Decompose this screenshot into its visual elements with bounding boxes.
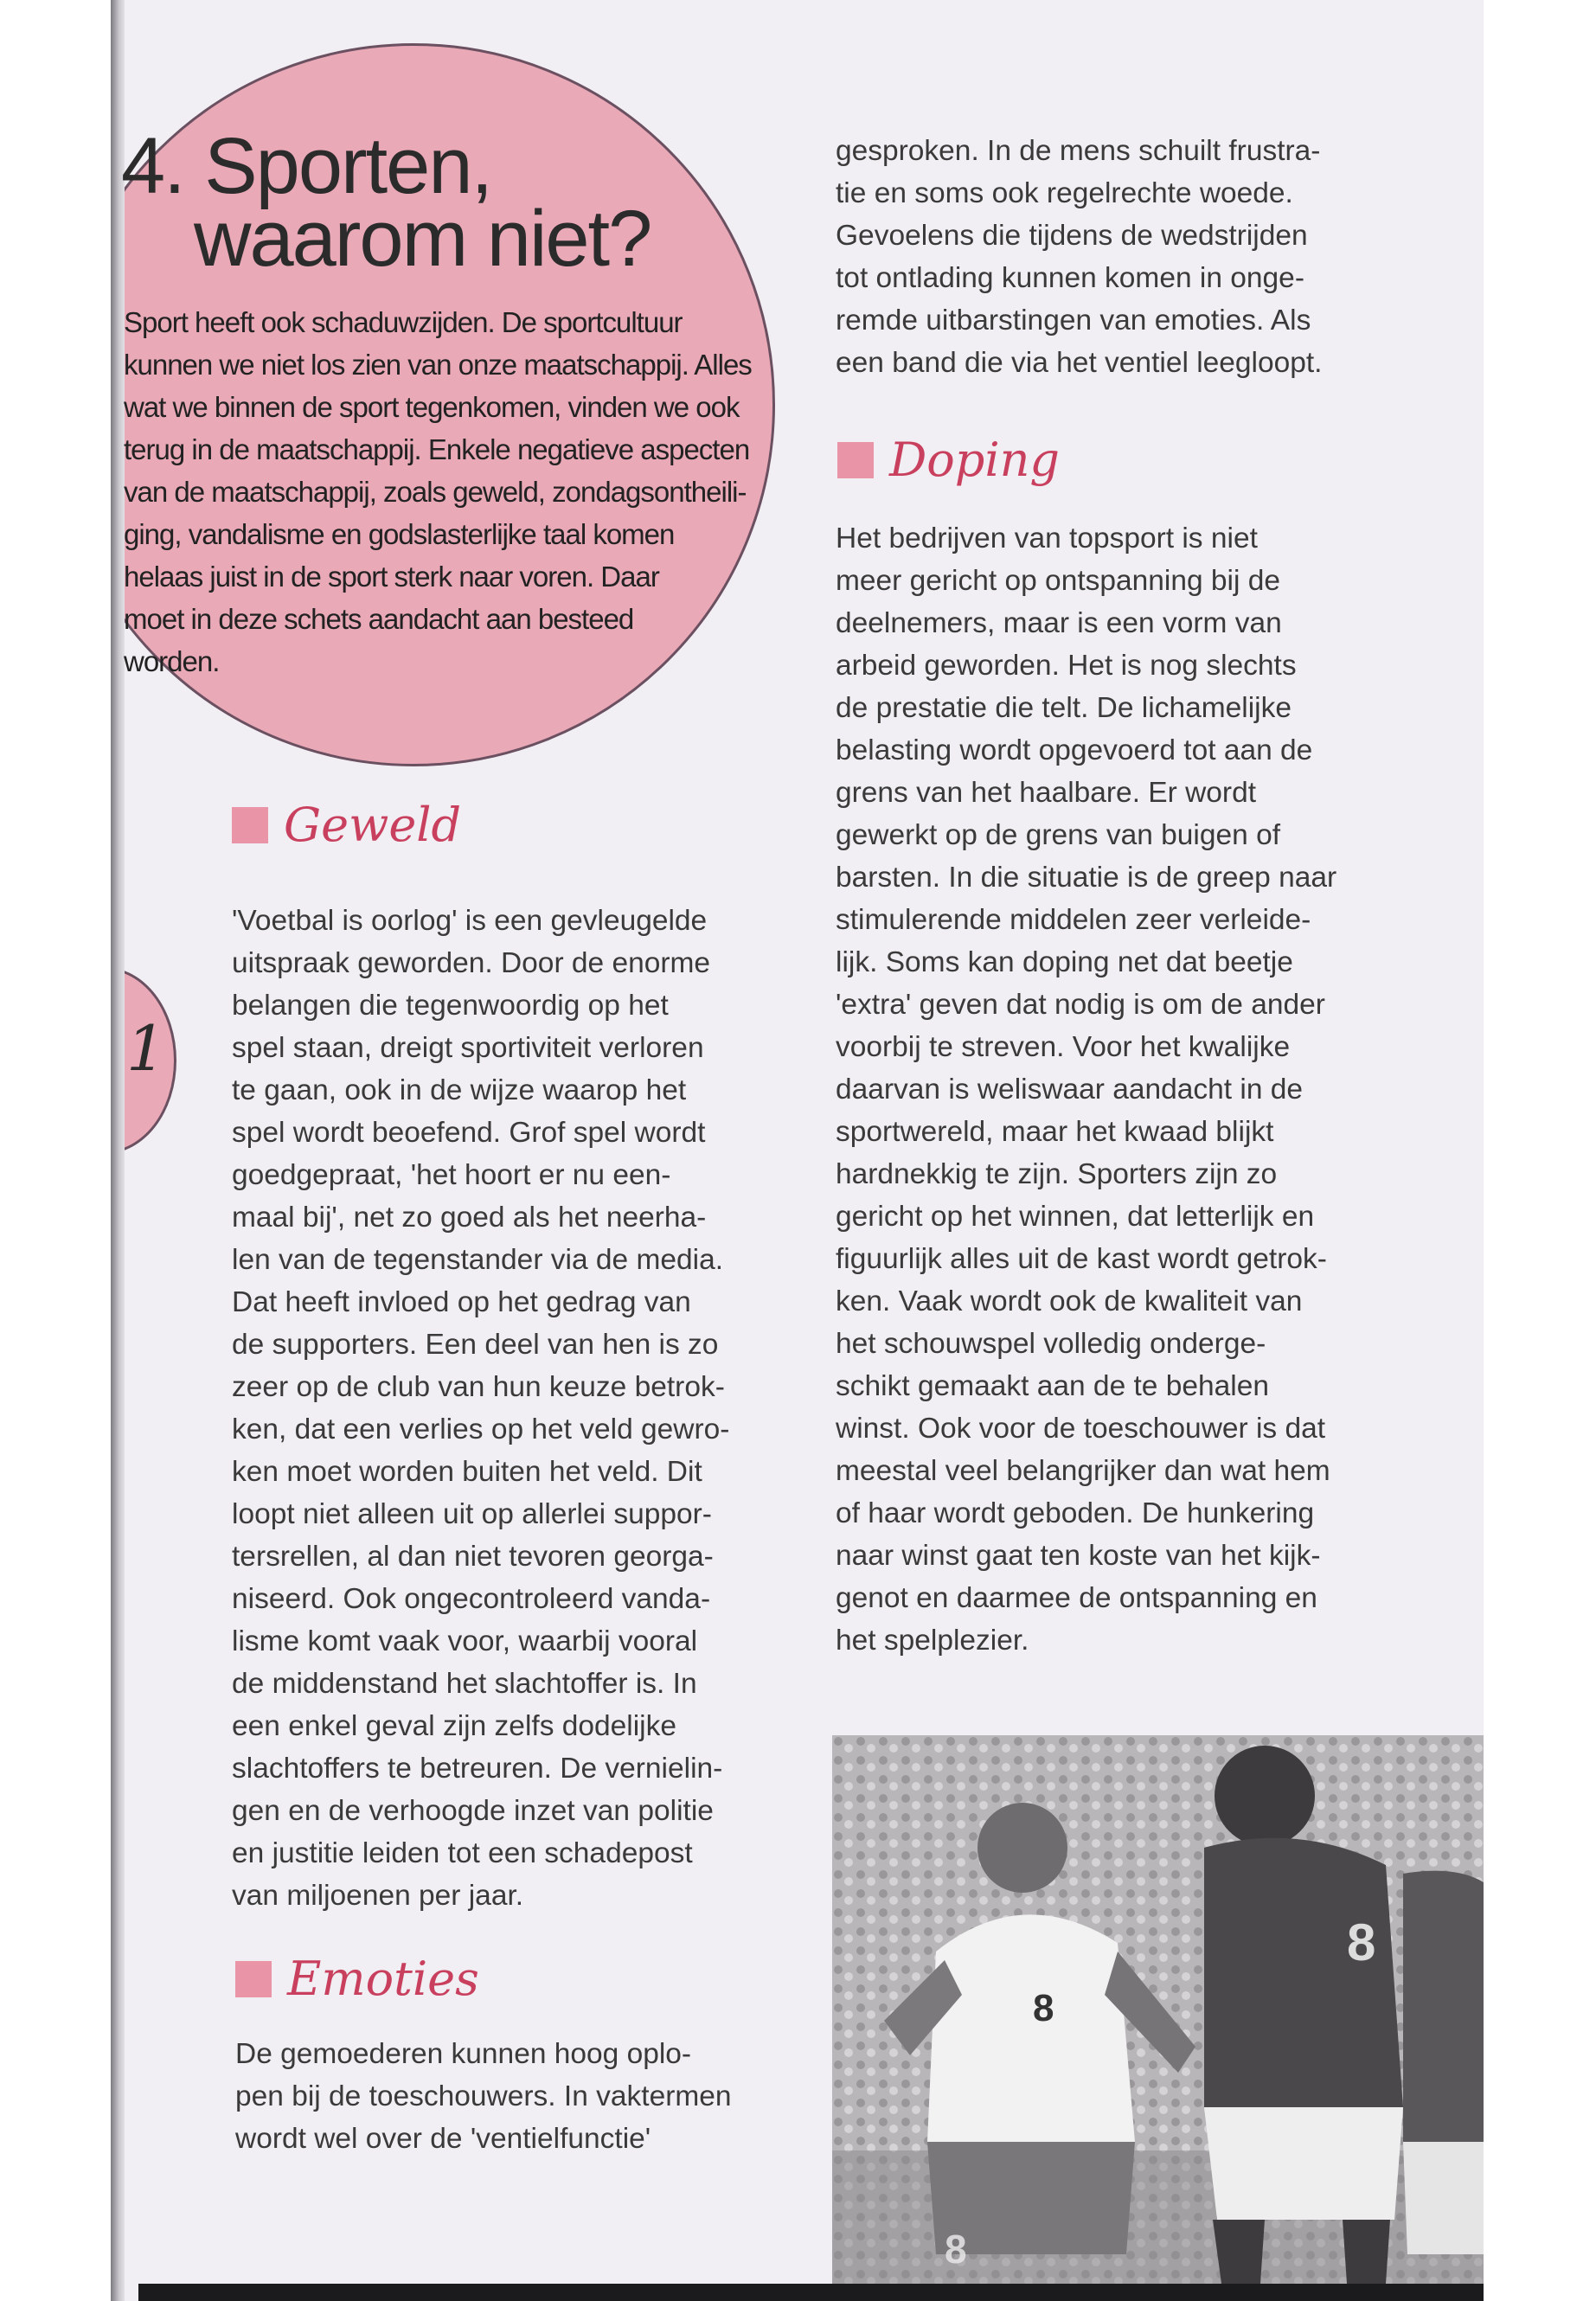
text-line: en justitie leiden tot een schadepost bbox=[232, 1837, 693, 1869]
chapter-tab-number: 1 bbox=[126, 1012, 166, 1085]
text-line: ken, dat een verlies op het veld gewro- bbox=[232, 1413, 730, 1445]
intro-line: kunnen we niet los zien van onze maatschappij. Alles bbox=[124, 349, 752, 381]
section-body-emoties bbox=[235, 2033, 806, 2160]
football-players-photo bbox=[832, 1735, 1484, 2284]
chapter-intro bbox=[124, 301, 752, 683]
text-line: hardnekkig te zijn. Sporters zijn zo bbox=[836, 1158, 1278, 1190]
heading-square-marker bbox=[837, 442, 874, 478]
page-bottom-edge bbox=[138, 2284, 1484, 2301]
jersey-number-shorts: 8 bbox=[945, 2227, 967, 2272]
chapter-title bbox=[121, 122, 651, 283]
text-line: de middenstand het slachtoffer is. In bbox=[232, 1668, 697, 1700]
text-line: belangen die tegenwoordig op het bbox=[232, 990, 669, 1022]
intro-line: ging, vandalisme en godslasterlijke taal komen bbox=[124, 518, 675, 550]
text-line: arbeid geworden. Het is nog slechts bbox=[836, 650, 1297, 682]
text-line: schikt gemaakt aan de te behalen bbox=[836, 1370, 1269, 1402]
text-line: barsten. In die situatie is de greep naar bbox=[836, 862, 1337, 894]
text-line: het spelplezier. bbox=[836, 1625, 1029, 1657]
text-line: Het bedrijven van topsport is niet bbox=[836, 522, 1258, 554]
text-line: goedgepraat, 'het hoort er nu een- bbox=[232, 1159, 671, 1191]
text-line: spel staan, dreigt sportiviteit verloren bbox=[232, 1032, 704, 1064]
photo-illustration bbox=[832, 1735, 1484, 2284]
intro-line: terug in de maatschappij. Enkele negatieve aspecten bbox=[124, 433, 750, 465]
text-line: niseerd. Ook ongecontroleerd vanda- bbox=[232, 1583, 711, 1615]
heading-square-marker bbox=[235, 1961, 272, 1997]
text-line: ken. Vaak wordt ook de kwaliteit van bbox=[836, 1285, 1303, 1317]
text-line: een enkel geval zijn zelfs dodelijke bbox=[232, 1710, 676, 1742]
text-line: meer gericht op ontspanning bij de bbox=[836, 565, 1280, 597]
intro-line: worden. bbox=[124, 645, 220, 677]
text-line: figuurlijk alles uit de kast wordt getrok- bbox=[836, 1243, 1327, 1275]
heading-square-marker bbox=[232, 807, 268, 843]
chapter-title-line2: waarom niet? bbox=[194, 195, 651, 283]
text-line: Dat heeft invloed op het gedrag van bbox=[232, 1286, 691, 1318]
jersey-number-back: 8 bbox=[1347, 1913, 1376, 1971]
text-line: De gemoederen kunnen hoog oplo- bbox=[235, 2038, 692, 2070]
text-line: genot en daarmee de ontspanning en bbox=[836, 1582, 1317, 1614]
text-line: stimulerende middelen zeer verleide- bbox=[836, 904, 1311, 936]
player-partial-right bbox=[1403, 1871, 1484, 2254]
text-line: de prestatie die telt. De lichamelijke bbox=[836, 692, 1292, 724]
text-line: tie en soms ook regelrechte woede. bbox=[836, 177, 1293, 209]
text-line: slachtoffers te betreuren. De vernielin- bbox=[232, 1753, 723, 1785]
text-line: maal bij', net zo goed als het neerha- bbox=[232, 1202, 707, 1234]
text-line: Gevoelens die tijdens de wedstrijden bbox=[836, 220, 1308, 252]
text-line: voorbij te streven. Voor het kwalijke bbox=[836, 1031, 1291, 1063]
text-line: remde uitbarstingen van emoties. Als bbox=[836, 304, 1311, 336]
text-line: naar winst gaat ten koste van het kijk- bbox=[836, 1540, 1321, 1572]
text-line: een band die via het ventiel leegloopt. bbox=[836, 347, 1323, 379]
section-heading-emoties bbox=[235, 1952, 479, 2006]
jersey-number-front: 8 bbox=[1033, 1987, 1054, 2029]
text-line: grens van het haalbare. Er wordt bbox=[836, 777, 1257, 809]
text-line: gewerkt op de grens van buigen of bbox=[836, 819, 1281, 851]
text-line: de supporters. Een deel van hen is zo bbox=[232, 1329, 719, 1361]
text-line: of haar wordt geboden. De hunkering bbox=[836, 1497, 1315, 1529]
text-line: zeer op de club van hun keuze betrok- bbox=[232, 1371, 725, 1403]
section-body-doping bbox=[836, 517, 1424, 1662]
text-line: loopt niet alleen uit op allerlei suppor- bbox=[232, 1498, 712, 1530]
section-body-geweld bbox=[232, 900, 803, 1917]
section-heading-text: Emoties bbox=[287, 1952, 479, 2006]
intro-line: Sport heeft ook schaduwzijden. De sportcultuur bbox=[124, 306, 683, 338]
text-line: te gaan, ook in de wijze waarop het bbox=[232, 1074, 687, 1106]
book-spine bbox=[111, 0, 125, 2301]
text-line: gericht op het winnen, dat letterlijk en bbox=[836, 1201, 1315, 1233]
section-heading-text: Doping bbox=[889, 433, 1060, 487]
intro-line: wat we binnen de sport tegenkomen, vinden we ook bbox=[124, 391, 740, 423]
text-line: winst. Ook voor de toeschouwer is dat bbox=[836, 1413, 1326, 1445]
intro-line: helaas juist in de sport sterk naar voren. Daar bbox=[124, 561, 659, 593]
text-line: daarvan is weliswaar aandacht in de bbox=[836, 1074, 1304, 1106]
text-line: 'extra' geven dat nodig is om de ander bbox=[836, 989, 1325, 1021]
text-line: lisme komt vaak voor, waarbij vooral bbox=[232, 1625, 698, 1657]
text-line: gen en de verhoogde inzet van politie bbox=[232, 1795, 714, 1827]
intro-line: van de maatschappij, zoals geweld, zondagsontheili- bbox=[124, 476, 747, 508]
section-heading-geweld bbox=[232, 798, 461, 852]
page-edge bbox=[0, 0, 125, 865]
text-line: van miljoenen per jaar. bbox=[232, 1880, 524, 1912]
text-line: spel wordt beoefend. Grof spel wordt bbox=[232, 1117, 706, 1149]
section-heading-doping bbox=[837, 433, 1060, 487]
page-edge-lower bbox=[0, 952, 125, 1168]
text-line: len van de tegenstander via de media. bbox=[232, 1244, 724, 1276]
text-line: gesproken. In de mens schuilt frustra- bbox=[836, 135, 1321, 167]
intro-line: moet in deze schets aandacht aan besteed bbox=[124, 603, 634, 635]
text-line: meestal veel belangrijker dan wat hem bbox=[836, 1455, 1330, 1487]
section-body-emoties-continued bbox=[836, 130, 1407, 384]
text-line: pen bij de toeschouwers. In vaktermen bbox=[235, 2080, 732, 2112]
text-line: tersrellen, al dan niet tevoren georga- bbox=[232, 1541, 714, 1573]
text-line: deelnemers, maar is een vorm van bbox=[836, 607, 1282, 639]
chapter-title-line1: 4. Sporten, bbox=[121, 122, 492, 210]
section-heading-text: Geweld bbox=[284, 798, 462, 852]
text-line: belasting wordt opgevoerd tot aan de bbox=[836, 734, 1313, 766]
right-page-margin bbox=[1484, 0, 1596, 2301]
text-line: het schouwspel volledig onderge- bbox=[836, 1328, 1266, 1360]
text-line: sportwereld, maar het kwaad blijkt bbox=[836, 1116, 1274, 1148]
text-line: lijk. Soms kan doping net dat beetje bbox=[836, 946, 1293, 978]
text-line: ken moet worden buiten het veld. Dit bbox=[232, 1456, 702, 1488]
text-line: tot ontlading kunnen komen in onge- bbox=[836, 262, 1304, 294]
text-line: 'Voetbal is oorlog' is een gevleugelde bbox=[232, 905, 708, 937]
text-line: wordt wel over de 'ventielfunctie' bbox=[235, 2123, 651, 2155]
text-line: uitspraak geworden. Door de enorme bbox=[232, 947, 711, 979]
